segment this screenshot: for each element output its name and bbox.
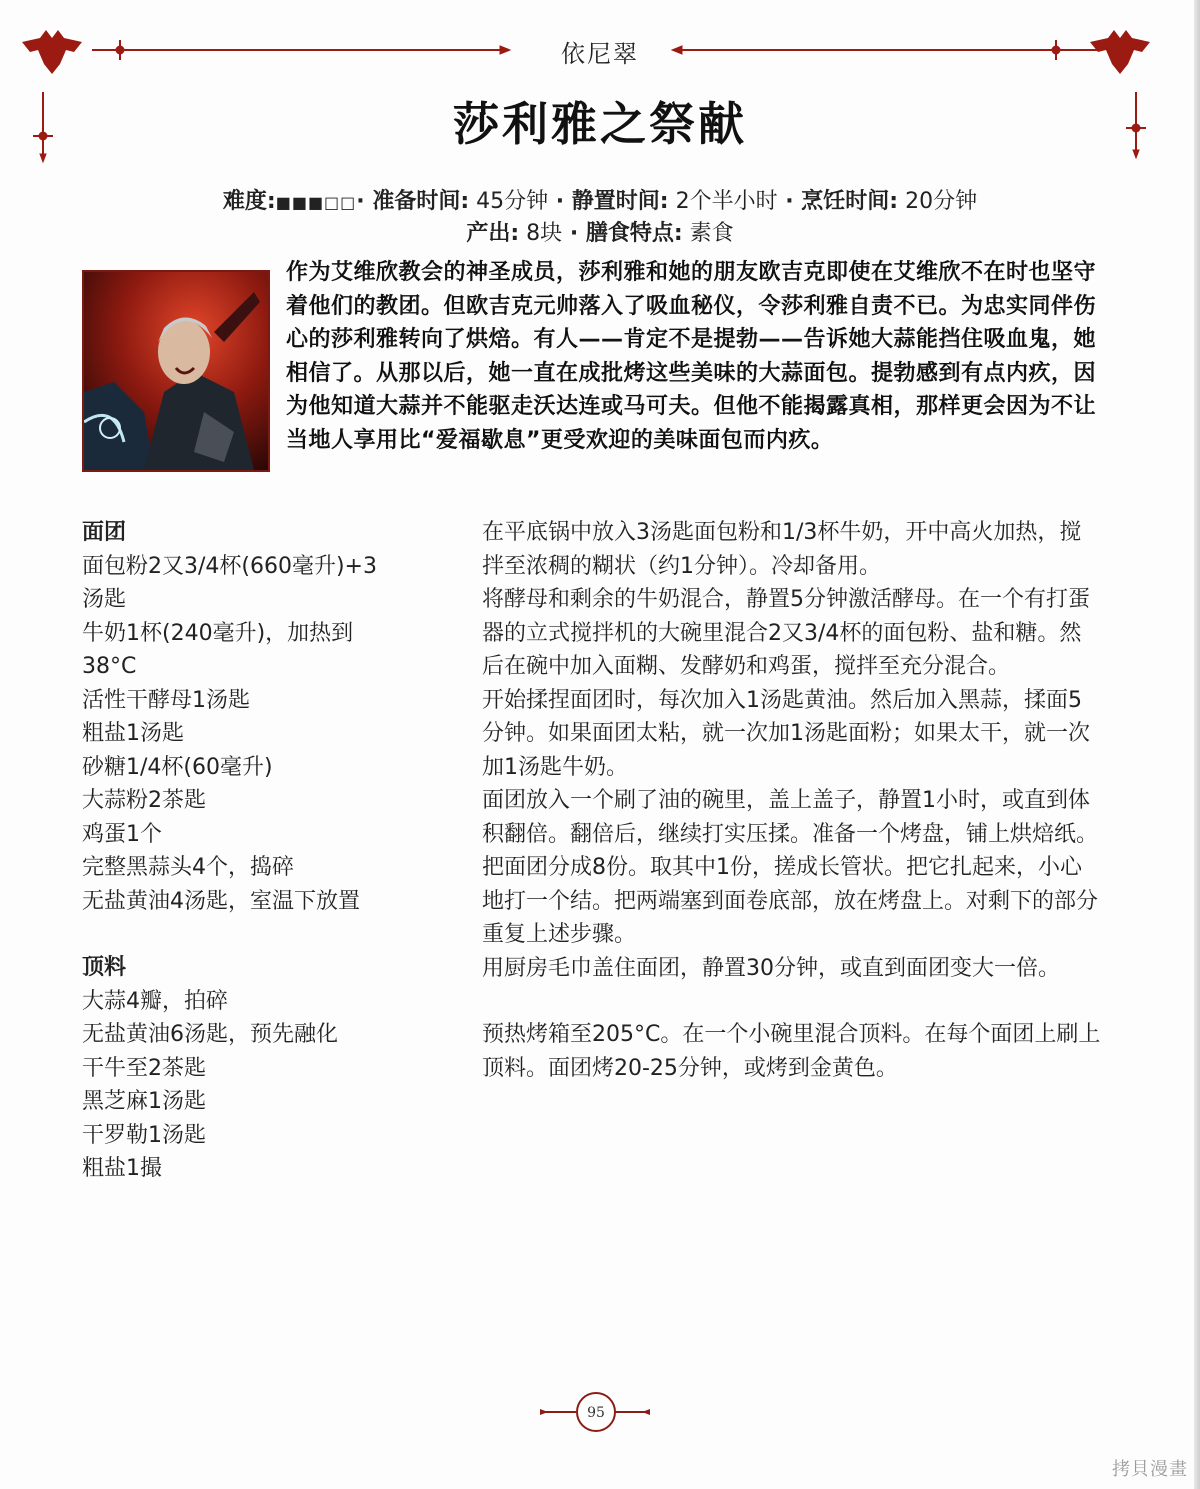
ingredient-item: 大蒜粉2茶匙	[82, 788, 206, 813]
cook-label: · 烹饪时间:	[777, 189, 899, 214]
ingredient-item: 无盐黄油6汤匙，预先融化	[82, 1022, 338, 1047]
ingredient-item: 粗盐1撮	[82, 1156, 162, 1181]
instruction-step: 用厨房毛巾盖住面团，静置30分钟，或直到面团变大一倍。	[482, 955, 1060, 981]
watermark: 拷貝漫畫	[1112, 1459, 1188, 1480]
prep-value: 45分钟	[469, 189, 549, 214]
dough-heading: 面团	[82, 520, 127, 545]
character-portrait	[82, 270, 270, 472]
recipe-meta-line-1	[0, 184, 1200, 215]
ingredient-item: 面包粉2又3/4杯(660毫升)+3	[82, 553, 377, 579]
diet-label: · 膳食特点:	[562, 221, 683, 246]
page-header	[0, 0, 1200, 170]
ingredient-item: 活性干酵母1汤匙	[82, 687, 250, 713]
ingredients-column	[82, 516, 432, 1186]
page-number: 95	[576, 1392, 616, 1432]
ingredient-item: 粗盐1汤匙	[82, 721, 184, 746]
instruction-step-final: 预热烤箱至205°C。在一个小碗里混合顶料。在每个面团上刷上顶料。面团烤20-25分钟，或烤到金黄色。	[482, 1022, 1101, 1081]
rest-label: · 静置时间:	[548, 189, 669, 214]
cook-value: 20分钟	[898, 189, 978, 214]
yield-value: 8块	[519, 221, 563, 246]
instruction-step: 开始揉捏面团时，每次加入1汤匙黄油。然后加入黑蒜，揉面5分钟。如果面团太粘，就一次加1汤匙面粉；如果太干，就一次加1汤匙牛奶。	[482, 687, 1090, 780]
recipe-meta-line-2	[0, 216, 1200, 247]
ingredient-item: 干牛至2茶匙	[82, 1055, 206, 1081]
rest-value: 2个半小时	[668, 189, 778, 214]
ingredient-item: 大蒜4瓣，拍碎	[82, 988, 228, 1014]
ingredient-item: 汤匙	[82, 587, 127, 612]
instruction-step: 把面团分成8份。取其中1份，搓成长管状。把它扎起来，小心地打一个结。把两端塞到面卷底部，放在烤盘上。对剩下的部分重复上述步骤。	[482, 855, 1099, 947]
ingredient-item: 鸡蛋1个	[82, 821, 162, 847]
difficulty-value: ■■■□□	[275, 193, 357, 212]
instructions-column	[482, 516, 1102, 1085]
instruction-step: 面团放入一个刷了油的碗里，盖上盖子，静置1小时，或直到体积翻倍。翻倍后，继续打实压揉。准备一个烤盘，铺上烘焙纸。	[482, 788, 1099, 847]
portrait-illustration	[84, 272, 268, 470]
ingredient-item: 砂糖1/4杯(60毫升)	[82, 754, 273, 780]
yield-label: 产出:	[466, 221, 520, 246]
recipe-title: 莎利雅之祭献	[453, 97, 747, 151]
ingredient-item: 干罗勒1汤匙	[82, 1122, 206, 1148]
ingredient-item: 黑芝麻1汤匙	[82, 1089, 206, 1114]
topping-heading: 顶料	[82, 955, 127, 980]
instruction-step: 在平底锅中放入3汤匙面包粉和1/3杯牛奶，开中高火加热，搅拌至浓稠的糊状（约1分钟）。冷却备用。	[482, 520, 1082, 579]
difficulty-label: 难度:	[222, 189, 276, 214]
chapter-title: 依尼翠	[561, 40, 639, 68]
prep-label: · 准备时间:	[356, 189, 470, 214]
recipe-intro: 作为艾维欣教会的神圣成员，莎利雅和她的朋友欧吉克即使在艾维欣不在时也坚守着他们的教团。但欧吉克元帅落入了吸血秘仪，令莎利雅自责不已。为忠实同伴伤心的莎利雅转向了烘焙。有人——肯定不是提勃——告诉她大蒜能挡住吸血鬼，她相信了。从那以后，她一直在成批烤这些美味的大蒜面包。提勃感到有点内疚，因为他知道大蒜并不能驱走沃达连或马可夫。但他不能揭露真相，那样更会因为不让当地人享用比“爱福歇息”更受欢迎的美味面包而内疚。	[286, 260, 1097, 453]
ingredient-item: 完整黑蒜头4个，捣碎	[82, 855, 294, 880]
diet-value: 素食	[682, 221, 734, 246]
ingredient-item: 38°C	[82, 654, 137, 679]
ingredient-item: 无盐黄油4汤匙，室温下放置	[82, 888, 360, 914]
ingredient-item: 牛奶1杯(240毫升)，加热到	[82, 620, 354, 646]
page-number-ornament	[540, 1392, 650, 1438]
instruction-step: 将酵母和剩余的牛奶混合，静置5分钟激活酵母。在一个有打蛋器的立式搅拌机的大碗里混合2又3/4杯的面包粉、盐和糖。然后在碗中加入面糊、发酵奶和鸡蛋，搅拌至充分混合。	[482, 587, 1090, 679]
